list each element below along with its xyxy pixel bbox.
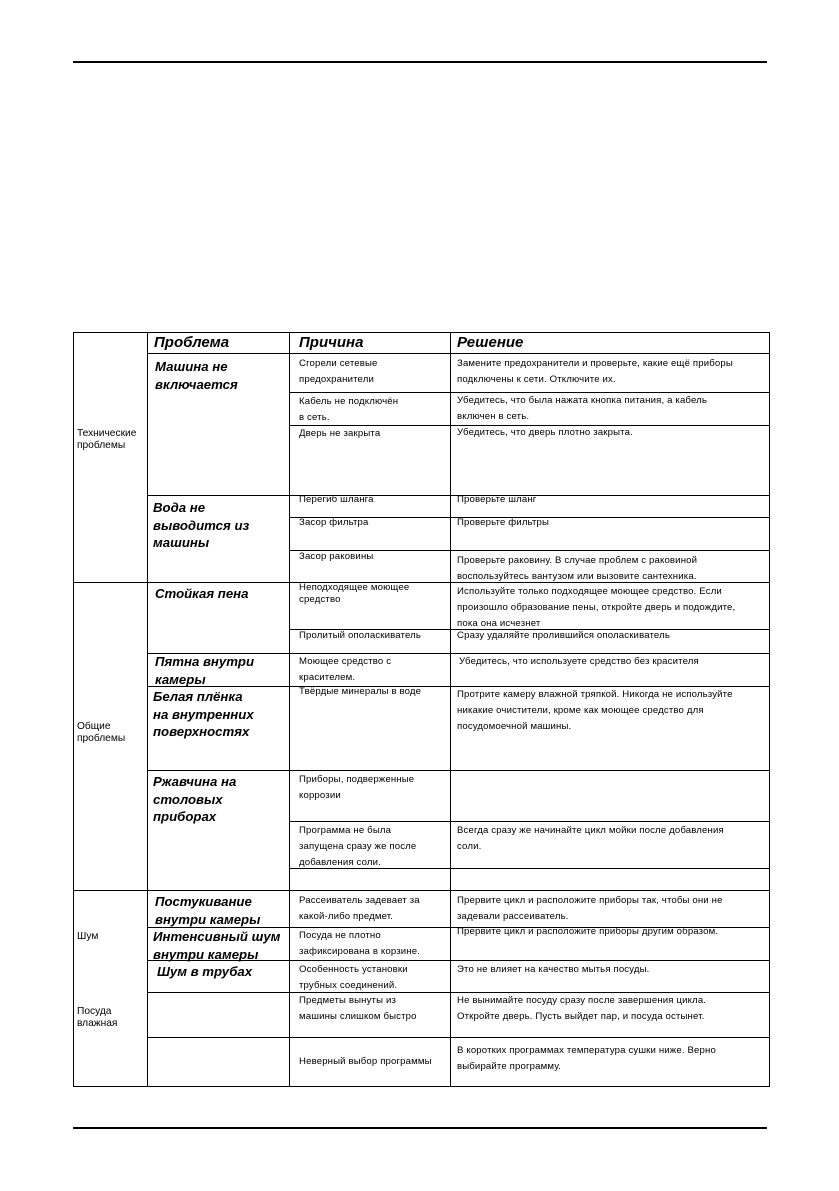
cause-line: Неподходящее моющее [299, 582, 410, 593]
solution-detergent [457, 584, 735, 632]
problem-line: выводится из [153, 517, 250, 533]
cause-line: Приборы, подверженные [299, 774, 415, 785]
problem-line: Белая плёнка [153, 689, 243, 704]
category-line: Технические [77, 428, 137, 439]
solution-line: Откройте дверь. Пусть выйдет пар, и посуда остынет. [457, 1011, 705, 1022]
column-divider [289, 332, 290, 1087]
problem-no-start [155, 358, 238, 393]
table-border [769, 332, 770, 1087]
header-solution: Решение [457, 334, 524, 351]
solution-filter: Проверьте фильтры [457, 517, 550, 528]
solution-rinse: Сразу удаляйте пролившийся ополаскиватель [457, 630, 670, 641]
solution-hose: Проверьте шланг [457, 494, 537, 505]
solution-line: Не вынимайте посуду сразу после завершения цикла. [457, 995, 707, 1006]
row-divider [147, 353, 770, 354]
cause-line: Рассеиватель задевает за [299, 895, 420, 906]
troubleshooting-table [73, 332, 770, 1087]
solution-line: Замените предохранители и проверьте, какие ещё приборы [457, 358, 733, 369]
cause-minerals: Твёрдые минералы в воде [299, 686, 422, 697]
cause-salt [299, 823, 416, 871]
category-line: проблемы [77, 733, 126, 744]
problem-loud [153, 928, 280, 963]
header-problem: Проблема [154, 334, 230, 351]
cause-line: трубных соединений. [299, 980, 398, 991]
problem-no-drain [153, 499, 249, 552]
solution-line: пока она исчезнет [457, 618, 541, 629]
category-wet [77, 1006, 117, 1030]
solution-line: Используйте только подходящее моющее средство. Если [457, 586, 722, 597]
cause-cable [299, 394, 398, 426]
category-line: влажная [77, 1018, 118, 1029]
cause-line: красителем. [299, 672, 356, 683]
problem-line: Ржавчина на [153, 774, 237, 789]
problem-pipes: Шум в трубах [157, 964, 253, 979]
row-divider [147, 1037, 770, 1038]
solution-basket: Прервите цикл и расположите приборы другим образом. [457, 926, 719, 937]
solution-line: подключены к сети. Отключите их. [457, 374, 616, 385]
solution-early [457, 993, 706, 1025]
column-divider [147, 332, 148, 1087]
solution-minerals [457, 687, 733, 735]
problem-line: Постукивание [155, 894, 252, 909]
cause-corrosion [299, 772, 414, 804]
cause-line: Кабель не подключён [299, 396, 399, 407]
problem-line: столовых [153, 791, 223, 807]
problem-line: машины [153, 535, 210, 550]
solution-line: воспользуйтесь вантузом или вызовите сантехника. [457, 571, 697, 582]
cause-line: коррозии [299, 790, 341, 801]
solution-line: произошло образование пены, откройте дверь и подождите, [457, 602, 736, 613]
problem-knock [155, 893, 260, 928]
solution-line: Прервите цикл и расположите приборы так, чтобы они не [457, 895, 723, 906]
solution-door: Убедитесь, что дверь плотно закрыта. [457, 427, 633, 438]
cause-filter: Засор фильтра [299, 517, 369, 528]
cause-line: Посуда не плотно [299, 930, 381, 941]
problem-line: Вода не [153, 500, 206, 515]
solution-line: выбирайте программу. [457, 1061, 562, 1072]
cause-arm [299, 893, 420, 925]
problem-line: камеры [155, 671, 206, 687]
row-divider [147, 770, 770, 771]
cause-rinse: Пролитый ополаскиватель [299, 630, 422, 641]
cause-line: предохранители [299, 374, 374, 385]
cause-line: Программа не была [299, 825, 392, 836]
cause-line: Особенность установки [299, 964, 408, 975]
cause-line: запущена сразу же после [299, 841, 417, 852]
row-divider [289, 821, 770, 822]
solution-line: посудомоечной машины. [457, 721, 572, 732]
cause-detergent [299, 582, 409, 606]
problem-film [153, 688, 254, 741]
cause-line: средство [299, 594, 341, 605]
table-border [73, 332, 770, 333]
problem-line: Машина не [155, 359, 228, 374]
cause-line: Предметы вынуты из [299, 995, 397, 1006]
category-line: проблемы [77, 440, 126, 451]
solution-arm [457, 893, 723, 925]
header-cause: Причина [299, 334, 364, 351]
category-noise: Шум [77, 931, 99, 942]
solution-line: включен в сеть. [457, 411, 530, 422]
category-technical [77, 428, 136, 452]
cause-install [299, 962, 408, 994]
problem-rust [153, 773, 236, 826]
top-rule [73, 61, 767, 63]
cause-fuses [299, 356, 378, 388]
problem-line: Пятна внутри [155, 654, 255, 669]
problem-line: приборах [153, 809, 217, 824]
cause-line: Моющее средство с [299, 656, 392, 667]
solution-dye: Убедитесь, что используете средство без красителя [459, 656, 699, 667]
solution-line: задевали рассеиватель. [457, 911, 569, 922]
problem-line: на внутренних [153, 706, 254, 722]
bottom-rule [73, 1127, 767, 1129]
column-divider [450, 332, 451, 1087]
solution-cable [457, 393, 707, 425]
category-general [77, 721, 125, 745]
problem-line: внутри камеры [153, 946, 259, 962]
cause-line: зафиксирована в корзине. [299, 946, 421, 957]
solution-program [457, 1043, 716, 1075]
cause-line: машины слишком быстро [299, 1011, 417, 1022]
cause-basket [299, 928, 420, 960]
solution-line: В коротких программах температура сушки ниже. Верно [457, 1045, 716, 1056]
cause-door: Дверь не закрыта [299, 428, 381, 439]
category-line: Общие [77, 721, 111, 732]
solution-install: Это не влияет на качество мытья посуды. [457, 964, 650, 975]
cause-line: Сгорели сетевые [299, 358, 378, 369]
cause-line: добавления соли. [299, 857, 381, 868]
cause-program: Неверный выбор программы [299, 1056, 432, 1067]
solution-line: Всегда сразу же начинайте цикл мойки после добавления [457, 825, 724, 836]
table-border [73, 332, 74, 1087]
problem-foam: Стойкая пена [155, 586, 249, 601]
problem-line: поверхностях [153, 724, 250, 739]
solution-sink [457, 553, 697, 585]
solution-line: соли. [457, 841, 482, 852]
cause-line: какой-либо предмет. [299, 911, 394, 922]
solution-line: Протрите камеру влажной тряпкой. Никогда не используйте [457, 689, 733, 700]
cause-sink: Засор раковины [299, 551, 374, 562]
cause-dye [299, 654, 391, 686]
row-divider [73, 890, 770, 891]
category-line: Посуда [77, 1006, 112, 1017]
cause-line: в сеть. [299, 412, 330, 423]
solution-fuses [457, 356, 733, 388]
table-border [73, 1086, 770, 1087]
solution-salt [457, 823, 724, 855]
problem-line: Интенсивный шум [153, 929, 281, 944]
problem-line: внутри камеры [155, 911, 261, 927]
problem-line: включается [155, 376, 238, 392]
solution-line: Убедитесь, что была нажата кнопка питания, а кабель [457, 395, 708, 406]
cause-early [299, 993, 417, 1025]
solution-line: никакие очистители, кроме как моющее средство для [457, 705, 704, 716]
cause-hose: Перегиб шланга [299, 494, 374, 505]
problem-stains [155, 653, 254, 688]
solution-line: Проверьте раковину. В случае проблем с раковиной [457, 555, 698, 566]
